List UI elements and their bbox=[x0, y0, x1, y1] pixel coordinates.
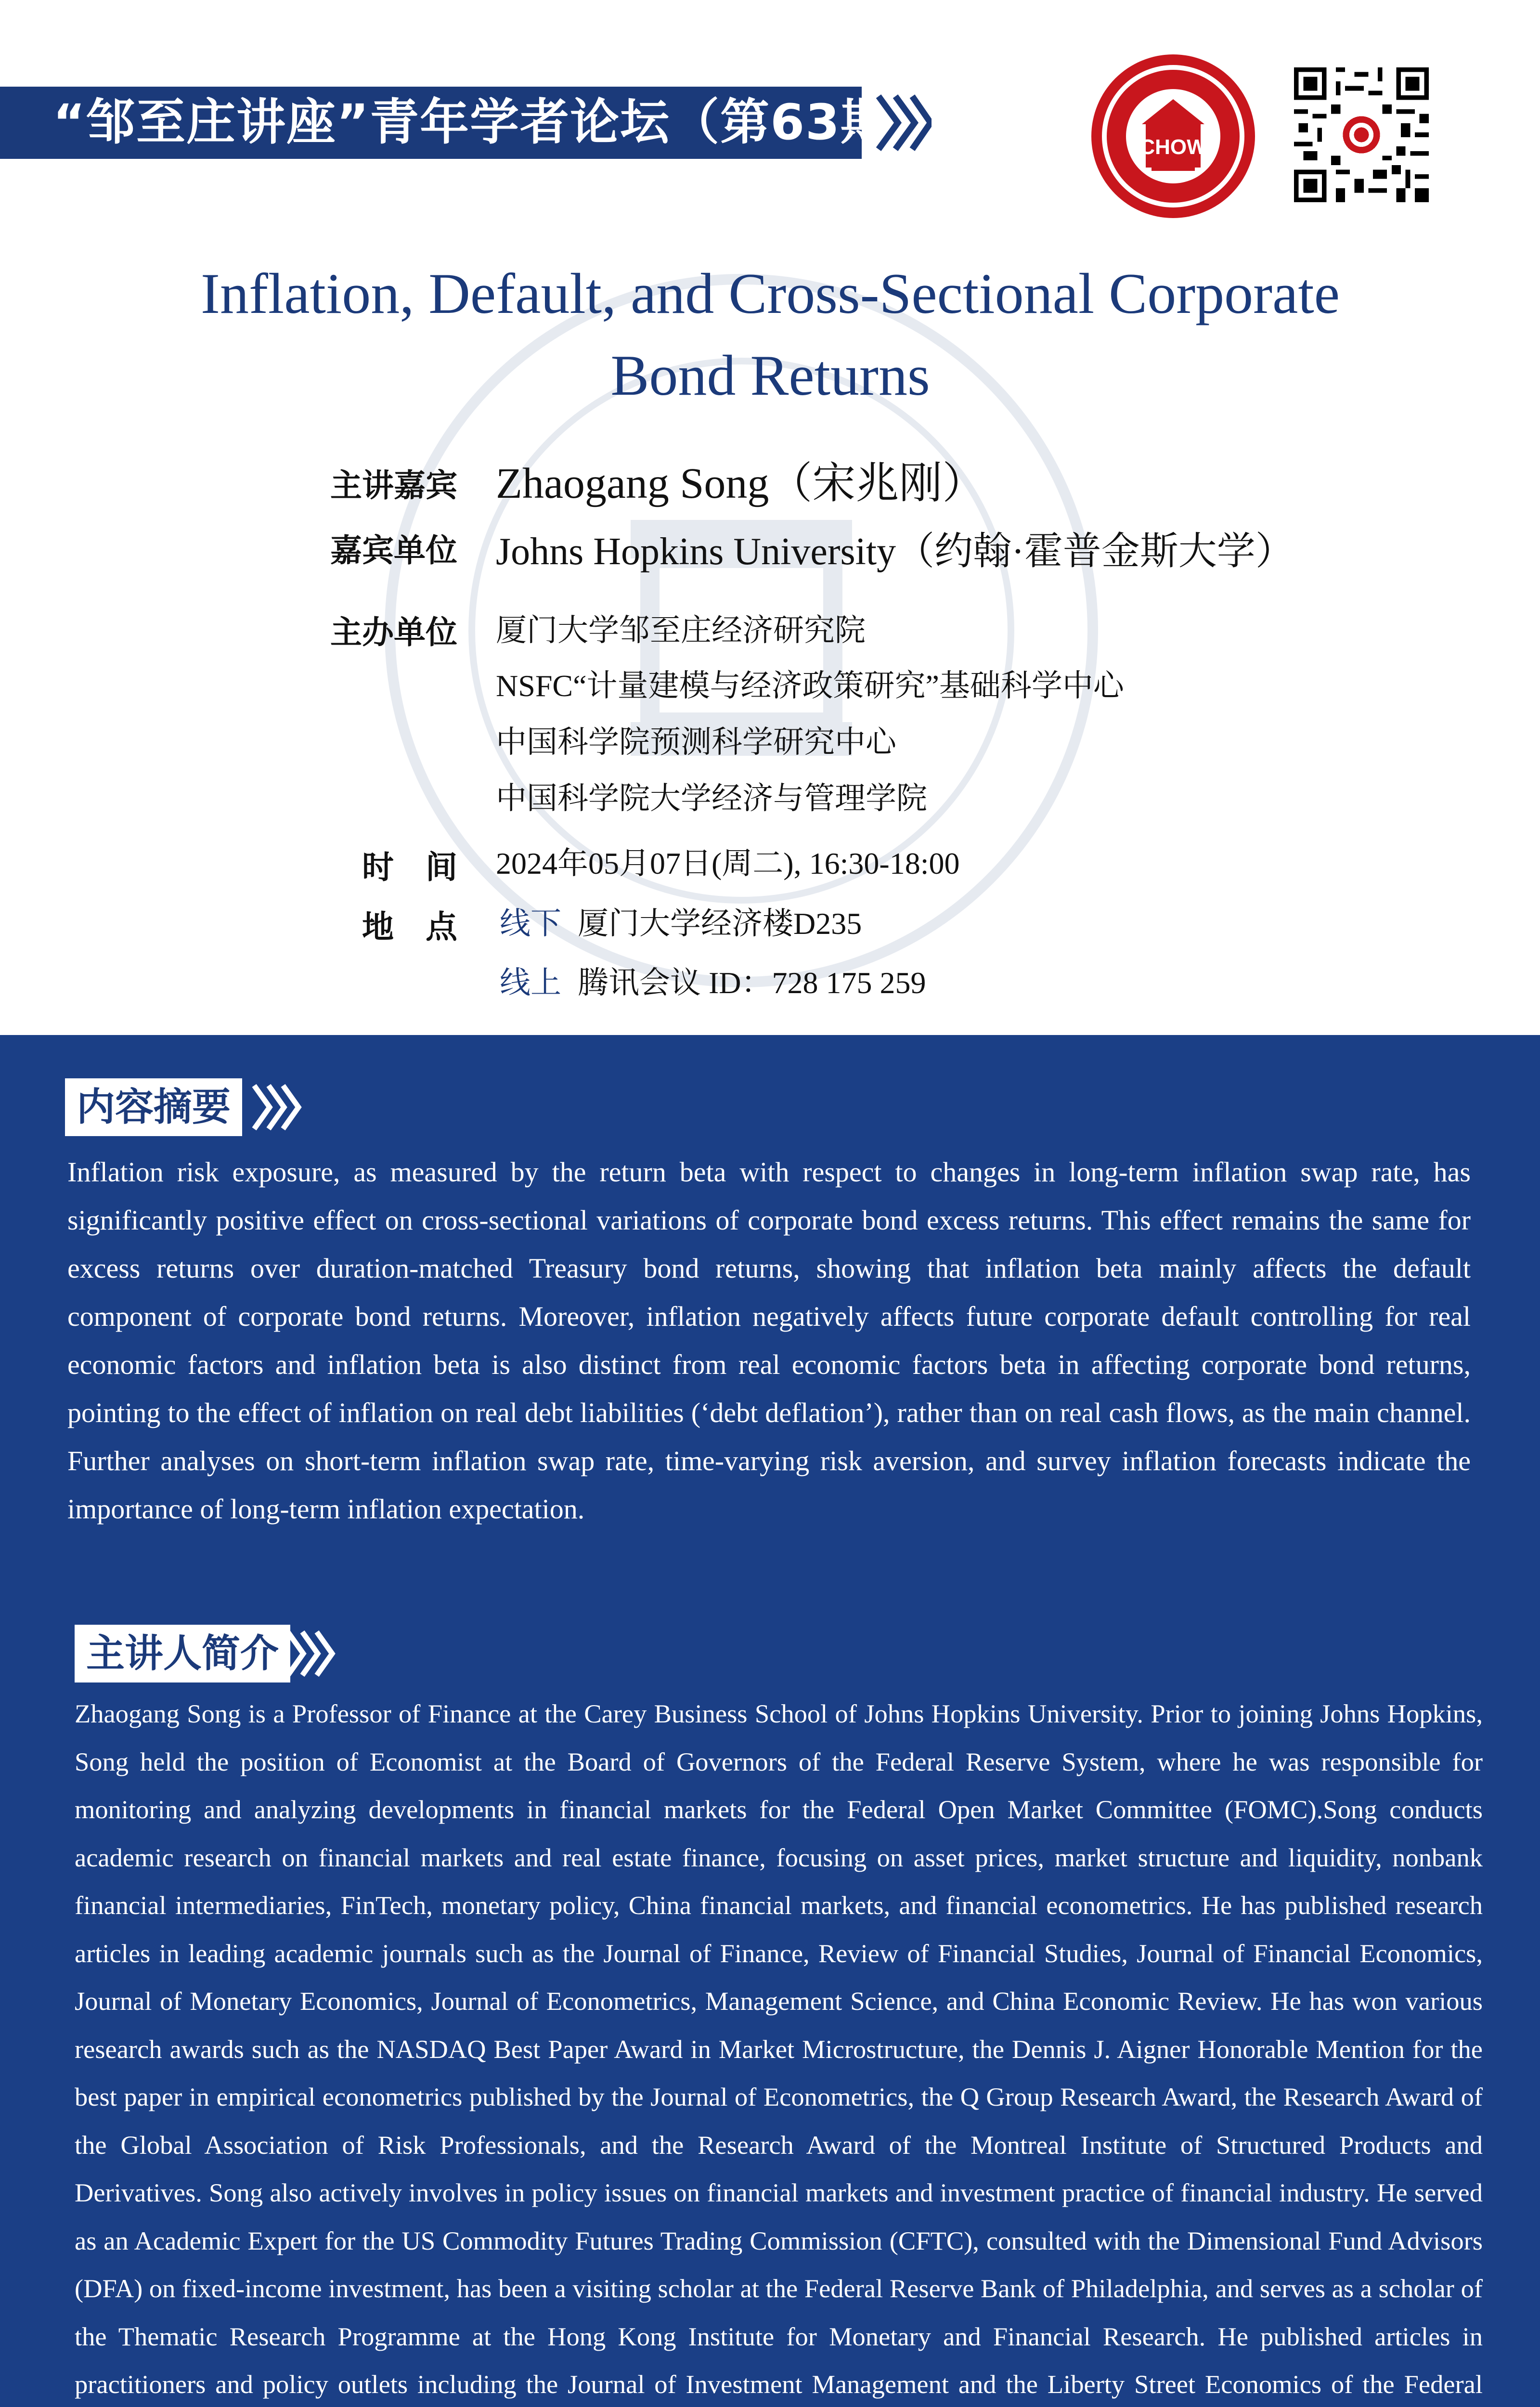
speaker-name: Zhaogang Song（宋兆刚） bbox=[496, 460, 986, 507]
online-meeting-id: 腾讯会议 ID：728 175 259 bbox=[578, 966, 926, 1000]
organizer-item: 中国科学院大学经济与管理学院 bbox=[496, 781, 927, 815]
poster-content-section bbox=[0, 1035, 1540, 2407]
abstract-heading-label: 内容摘要 bbox=[65, 1078, 242, 1136]
institute-logo bbox=[1089, 52, 1257, 220]
time-label: 时 间 bbox=[362, 849, 457, 886]
offline-tag: 线下 bbox=[500, 906, 561, 941]
talk-title: Inflation, Default, and Cross-Sectional Corporate Bond Returns bbox=[200, 261, 1340, 407]
chevrons-right-icon bbox=[874, 87, 932, 159]
online-tag: 线上 bbox=[500, 966, 561, 1000]
offline-location: 厦门大学经济楼D235 bbox=[578, 906, 862, 941]
venue-label: 地 点 bbox=[362, 908, 457, 945]
venue-offline bbox=[500, 899, 862, 943]
bio-heading-label: 主讲人简介 bbox=[75, 1625, 290, 1682]
logo-text: CHOW bbox=[1139, 135, 1207, 159]
organizer-label: 主办单位 bbox=[330, 614, 457, 651]
series-title: “邹至庄讲座”青年学者论坛（第63期） bbox=[53, 94, 941, 151]
affiliation-label: 嘉宾单位 bbox=[330, 532, 457, 569]
speaker-label: 主讲嘉宾 bbox=[330, 467, 457, 504]
organizer-item: 中国科学院预测科学研究中心 bbox=[496, 725, 896, 759]
chevrons-right-icon bbox=[250, 1078, 303, 1136]
event-time: 2024年05月07日(周二), 16:30-18:00 bbox=[496, 846, 960, 880]
organizer-item: 厦门大学邹至庄经济研究院 bbox=[496, 613, 866, 647]
abstract-text: Inflation risk exposure, as measured by the return beta with respect to changes in long-term inflation swap rate, has significantly positive effect on cross-sectional variations of corporate bond excess returns. This effect remains the same for excess returns over duration-matched Treasury bond returns, showing that inflation beta mainly affects the default component of corporate bond returns. Moreover, inflation negatively affects future corporate default controlling for real economic factors and inflation beta is also distinct from real economic factors beta in affecting corporate bond returns, pointing to the effect of inflation on real debt liabilities (‘debt deflation’), rather than on real cash flows, as the main channel. Further analyses on short-term inflation swap rate, time-varying risk aversion, and survey inflation forecasts indicate the importance of long-term inflation expectation. bbox=[67, 1156, 1471, 1525]
organizer-item: NSFC“计量建模与经济政策研究”基础科学中心 bbox=[496, 669, 1124, 703]
qr-code-icon[interactable] bbox=[1294, 67, 1429, 202]
poster-header-section bbox=[0, 0, 1540, 1035]
venue-online bbox=[500, 958, 926, 1002]
speaker-affiliation: Johns Hopkins University（约翰·霍普金斯大学） bbox=[496, 531, 1294, 573]
chevrons-right-icon bbox=[284, 1625, 337, 1682]
bio-text: Zhaogang Song is a Professor of Finance at the Carey Business School of Johns Hopkins University. Prior to joining Johns Hopkins, Song held the position of Economist at the Board of Governors of the Federal Reserve System, where he was responsible for monitoring and analyzing developments in financial markets for the Federal Open Market Committee (FOMC).Song conducts academic research on financial markets and real estate finance, focusing on asset prices, market structure and liquidity, nonbank financial intermediaries, FinTech, monetary policy, China financial markets, and financial econometrics. He has published research articles in leading academic journals such as the Journal of Finance, Review of Financial Studies, Journal of Financial Economics, Journal of Monetary Economics, Journal of Econometrics, Management Science, and China Economic Review. He has won various research awards such as the NASDAQ Best Paper Award in Market Microstructure, the Dennis J. Aigner Honorable Mention for the best paper in empirical econometrics published by the Journal of Econometrics, the Q Group Research Award, the Research Award of the Global Association of Risk Professionals, and the Research Award of the Montreal Institute of Structured Products and Derivatives. Song also actively involves in policy issues on financial markets and investment practice of financial industry. He served as an Academic Expert for the US Commodity Futures Trading Commission (CFTC), consulted with the Dimensional Fund Advisors (DFA) on fixed-income investment, has been a visiting scholar at the Federal Reserve Bank of Philadelphia, and serves as a scholar of the Thematic Research Programme at the Hong Kong Institute for Monetary and Financial Research. He published articles in practitioners and policy outlets including the Journal of Investment Management and the Liberty Street Economics of the Federal bbox=[75, 1699, 1483, 2399]
